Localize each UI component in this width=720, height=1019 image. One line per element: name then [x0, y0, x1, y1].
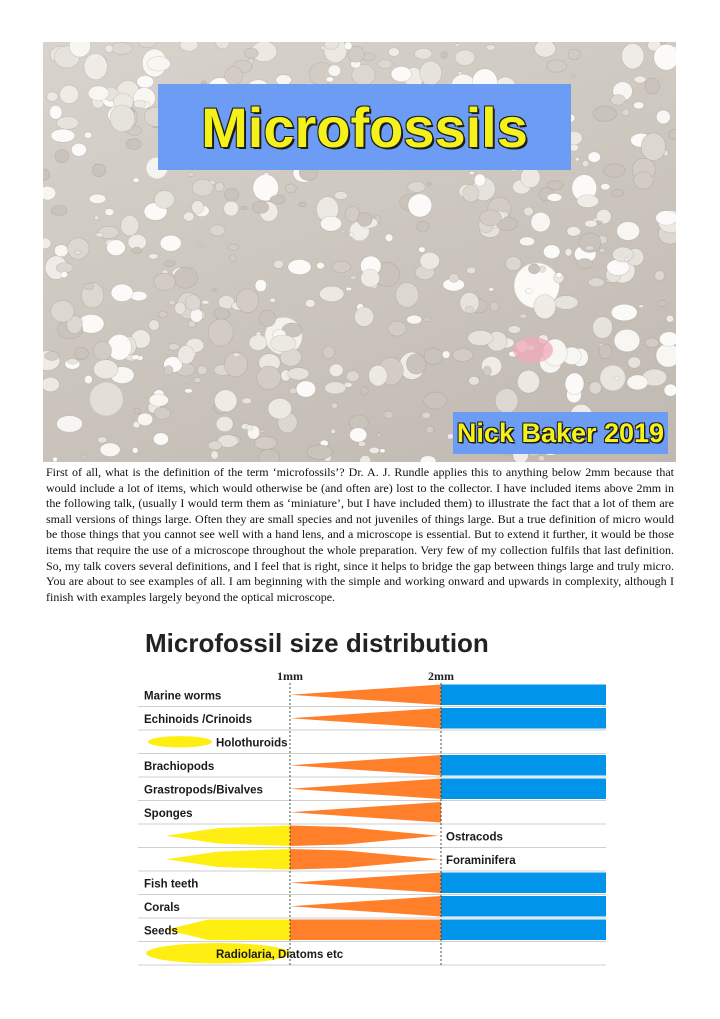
bar-above-2mm — [441, 779, 606, 800]
row-label: Brachiopods — [144, 760, 215, 773]
row-label: Fish teeth — [144, 878, 199, 891]
bar-below-1mm — [166, 920, 290, 941]
row-label: Radiolaria, Diatoms etc — [216, 948, 344, 961]
row-label: Foraminifera — [446, 854, 516, 867]
bar-below-1mm — [148, 736, 212, 747]
row-label: Grastropods/Bivalves — [144, 784, 263, 797]
bar-1mm-to-2mm — [290, 849, 439, 870]
row-label: Holothuroids — [216, 737, 288, 750]
cover-author: Nick Baker 2019 — [456, 417, 665, 448]
bar-above-2mm — [441, 708, 606, 729]
row-label: Seeds — [144, 925, 178, 938]
bar-above-2mm — [441, 896, 606, 917]
intro-paragraph: First of all, what is the definition of the term ‘microfossils’? Dr. A. J. Rundle applies this to anything below 2mm because that would include a lot of items, which would otherwise be (and often are) lost to the collector. I have included items above 2mm in the following talk, (usually I would term them as ‘miniature’, but I have included them) to illustrate the fact that a lot of them are small versions of things large. Often they are small species and not juveniles of things large. But a true definition of micro would be those things that you cannot see well with a hand lens, and a microscope is essential. But to extend it further, it would be those items that require the use of a microscope throughout the whole preparation. Very few of my collection fulfils that last definition. So, my talk covers several definitions, and I feel that is right, since it helps to bridge the gap between things large and truly micro. You are about to see examples of all. I am beginning with the simple and working onward and upwards in complexity, although I finish with examples largely beyond the optical microscope. — [46, 465, 674, 604]
bar-1mm-to-2mm — [290, 802, 441, 823]
bar-below-1mm — [166, 826, 290, 847]
bar-1mm-to-2mm — [290, 685, 441, 706]
bar-1mm-to-2mm — [290, 873, 441, 894]
cover-title: Microfossils — [201, 95, 528, 159]
row-label: Ostracods — [446, 831, 503, 844]
bar-above-2mm — [441, 685, 606, 706]
row-label: Sponges — [144, 807, 193, 820]
bar-above-2mm — [441, 873, 606, 894]
row-label: Echinoids /Crinoids — [144, 713, 252, 726]
bar-1mm-to-2mm — [290, 755, 441, 776]
size-marker-label: 1mm — [277, 669, 303, 683]
bar-above-2mm — [441, 755, 606, 776]
bar-1mm-to-2mm — [290, 920, 441, 941]
bar-above-2mm — [441, 920, 606, 941]
row-label: Marine worms — [144, 690, 222, 703]
size-marker-label: 2mm — [428, 669, 454, 683]
chart-title: Microfossil size distribution — [145, 628, 489, 658]
bar-1mm-to-2mm — [290, 708, 441, 729]
bar-1mm-to-2mm — [290, 896, 441, 917]
bar-below-1mm — [166, 849, 290, 870]
bar-1mm-to-2mm — [290, 826, 439, 847]
row-label: Corals — [144, 901, 180, 914]
bar-1mm-to-2mm — [290, 779, 441, 800]
